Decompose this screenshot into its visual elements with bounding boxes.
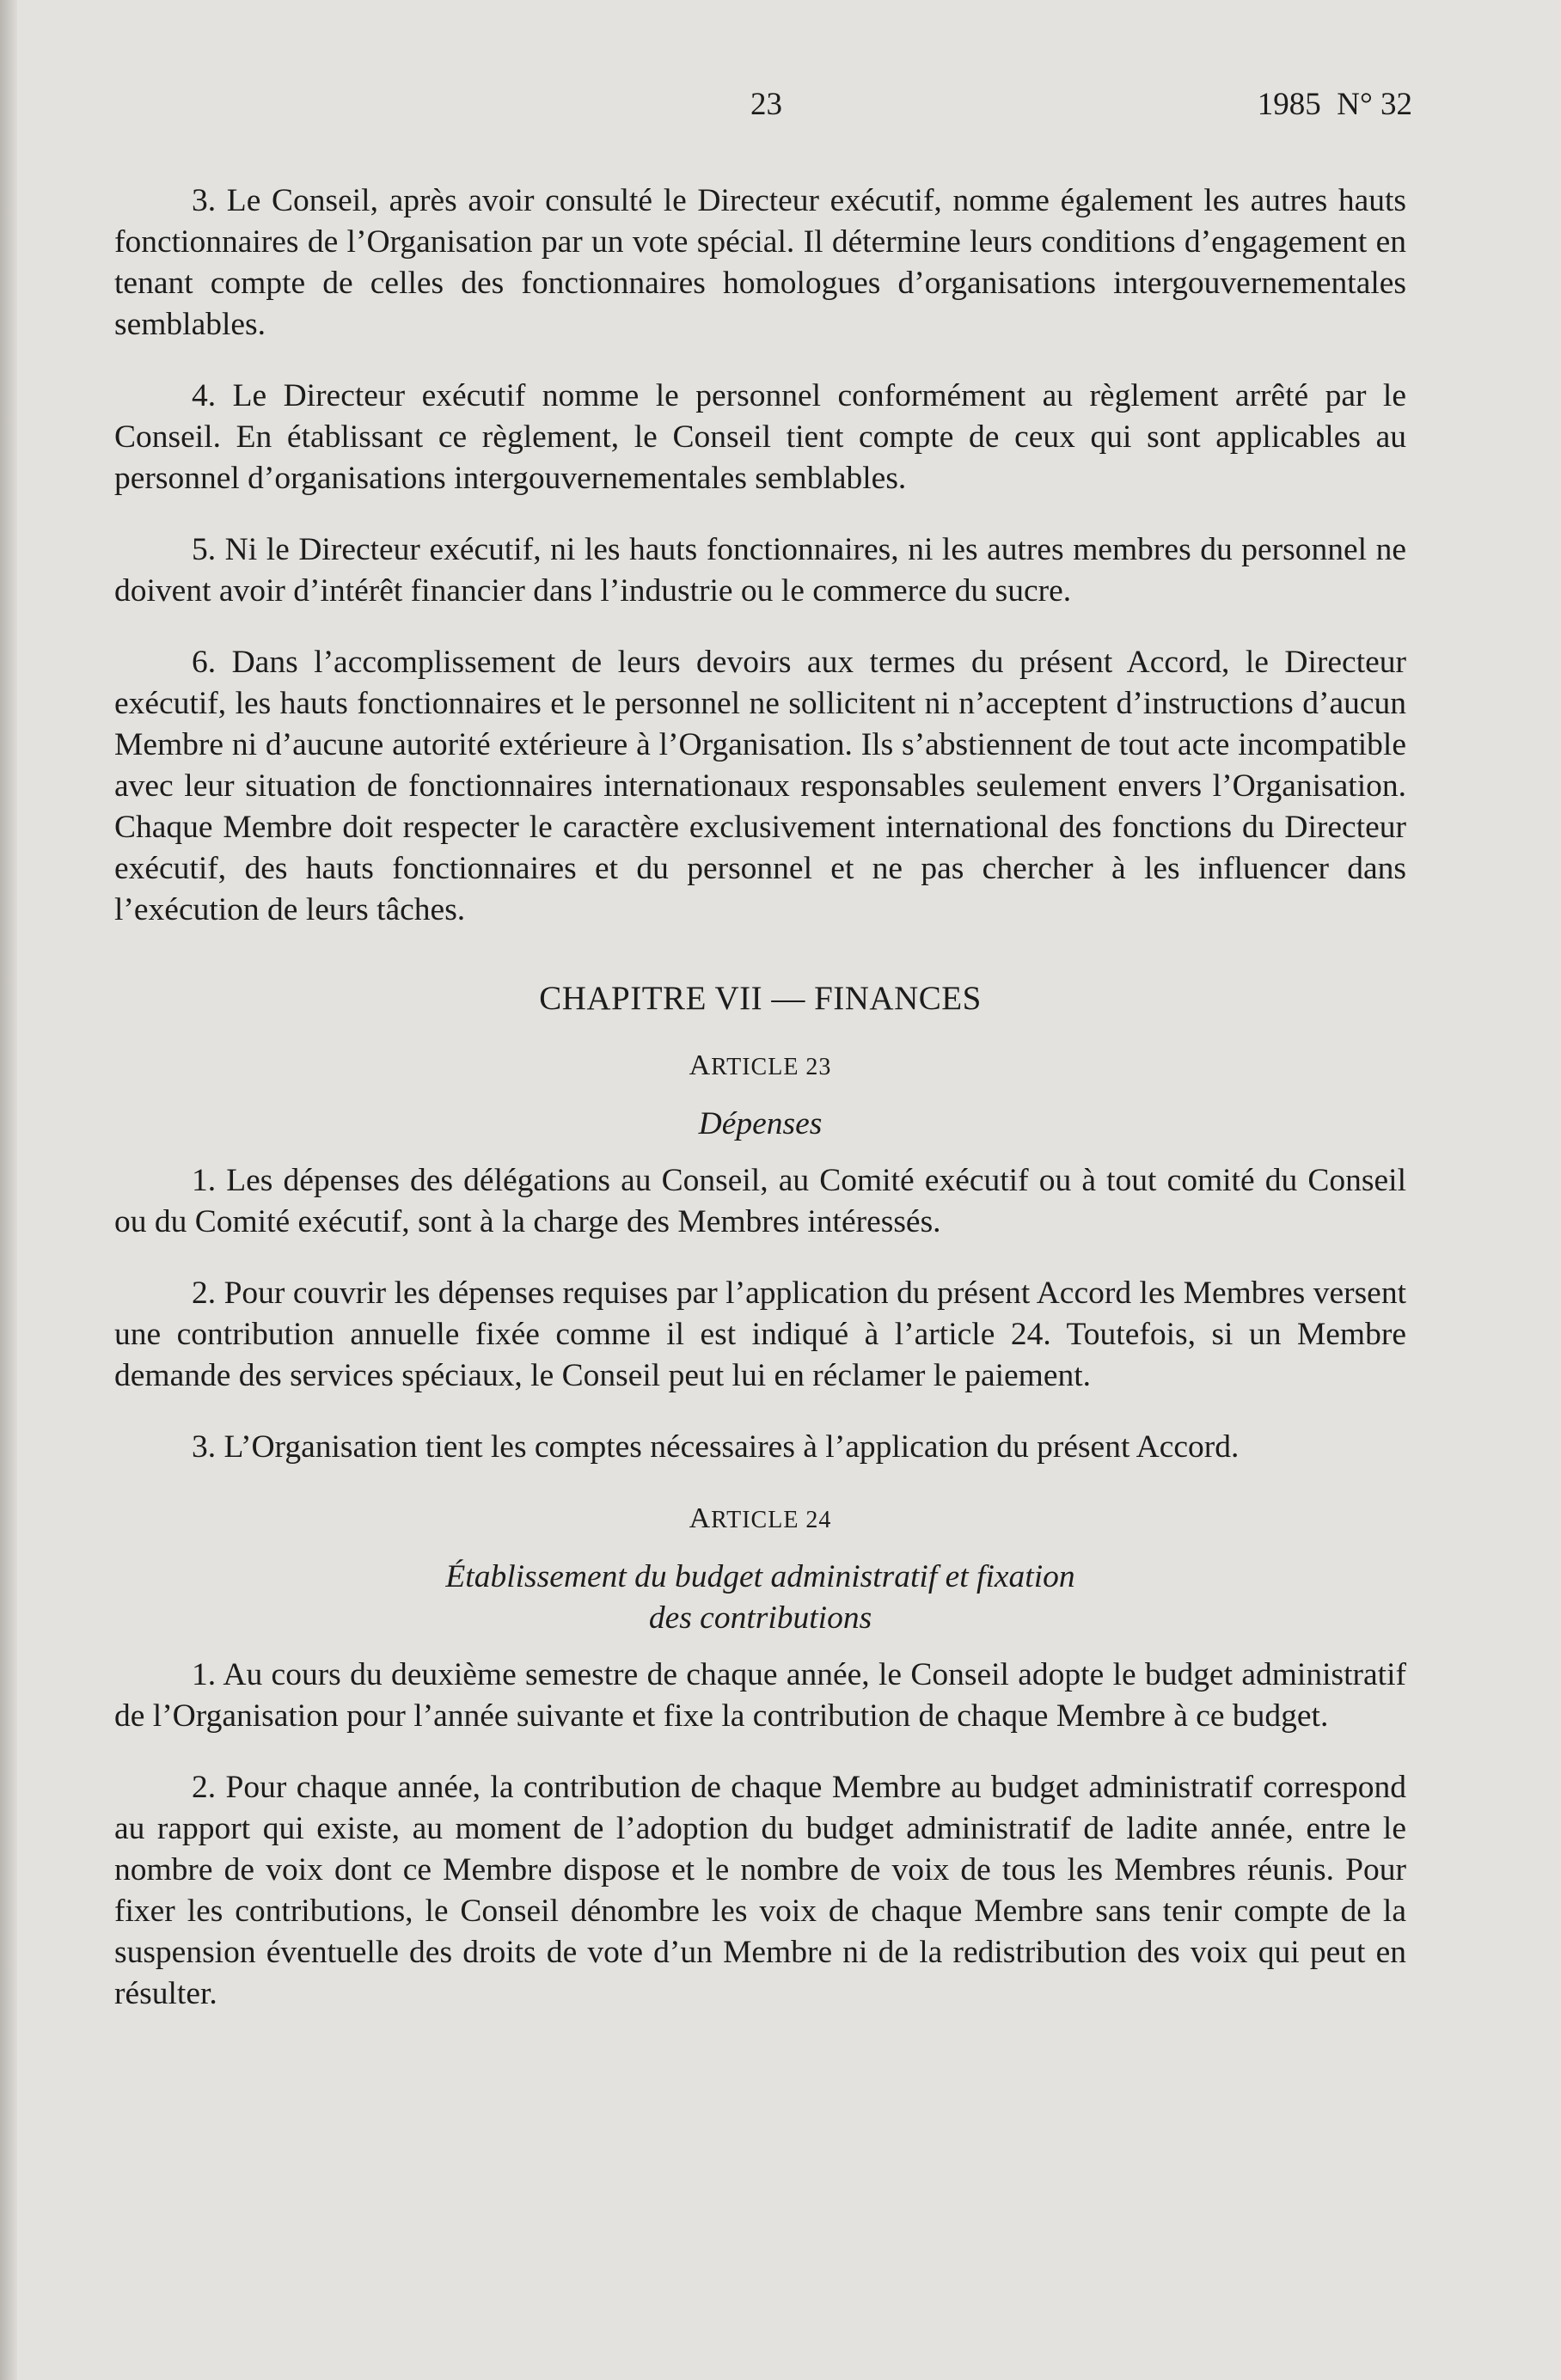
article-heading — [114, 1045, 1406, 1088]
paragraph: 4. Le Directeur exécutif nomme le personnel conformément au règlement arrêté par le Conseil. En établissant ce règlement, le Conseil tient compte de ceux qui sont applicables au personnel d’organisations intergouvernementales semblables. — [114, 378, 1406, 496]
page-body — [114, 180, 1406, 2045]
paragraph: 1. Au cours du deuxième semestre de chaque année, le Conseil adopte le budget administratif de l’Organisation pour l’année suivante et fixe la contribution de chaque Membre à ce budget. — [114, 1657, 1406, 1734]
article-heading-rest: RTICLE 24 — [711, 1507, 832, 1533]
year-and-number: 1985 N° 32 — [1257, 87, 1412, 122]
article-subtitle-line: Établissement du budget administratif et fixation — [445, 1559, 1075, 1594]
article-heading — [114, 1498, 1406, 1541]
article-heading-rest: RTICLE 23 — [711, 1054, 832, 1080]
paragraph: 2. Pour couvrir les dépenses requises par l’application du présent Accord les Membres versent une contribution annuelle fixée comme il est indiqué à l’article 24. Toutefois, si un Membre demande des services spéciaux, le Conseil peut lui en réclamer le paiement. — [114, 1276, 1406, 1393]
article-subtitle: Dépenses — [698, 1106, 823, 1141]
article-subtitle-line: des contributions — [648, 1600, 872, 1636]
paragraph: 3. Le Conseil, après avoir consulté le Directeur exécutif, nomme également les autres hauts fonctionnaires de l’Organisation par un vote spécial. Il détermine leurs conditions d’engagement en tenant compte de celles des fonctionnaires homologues d’organisations intergouvernementales semblables. — [114, 183, 1406, 342]
paragraph: 3. L’Organisation tient les comptes nécessaires à l’application du présent Accord. — [192, 1429, 1240, 1465]
article-heading-initial: A — [689, 1049, 712, 1081]
paragraph: 2. Pour chaque année, la contribution de chaque Membre au budget administratif correspond au rapport qui existe, au moment de l’adoption du budget administratif de ladite année, entre le nombre de voix dont ce Membre dispose et le nombre de voix de tous les Membres réunis. Pour fixer les contributions, le Conseil dénombre les voix de chaque Membre sans tenir compte de la suspension éventuelle des droits de vote d’un Membre ni de la redistribution des voix qui peut en résulter. — [114, 1770, 1406, 2011]
paragraph: 5. Ni le Directeur exécutif, ni les hauts fonctionnaires, ni les autres membres du personnel ne doivent avoir d’intérêt financier dans l’industrie ou le commerce du sucre. — [114, 532, 1406, 609]
chapter-title: CHAPITRE VII — FINANCES — [539, 980, 982, 1017]
article-heading-initial: A — [689, 1502, 712, 1534]
paragraph: 1. Les dépenses des délégations au Conseil, au Comité exécutif ou à tout comité du Conseil ou du Comité exécutif, sont à la charge des Membres intéressés. — [114, 1163, 1406, 1239]
page-spine-shadow — [0, 0, 17, 2380]
page-header — [0, 86, 1561, 138]
article-subtitle — [114, 1557, 1406, 1639]
paragraph: 6. Dans l’accomplissement de leurs devoirs aux termes du présent Accord, le Directeur exécutif, les hauts fonctionnaires et le personnel ne sollicitent ni n’acceptent d’instructions d’aucun Membre ni d’aucune autorité extérieure à l’Organisation. Ils s’abstiennent de tout acte incompatible avec leur situation de fonctionnaires internationaux responsables seulement envers l’Organisation. Chaque Membre doit respecter le caractère exclusivement international des fonctions du Directeur exécutif, des hauts fonctionnaires et du personnel et ne pas chercher à les influencer dans l’exécution de leurs tâches. — [114, 645, 1406, 927]
page-number: 23 — [750, 87, 782, 122]
